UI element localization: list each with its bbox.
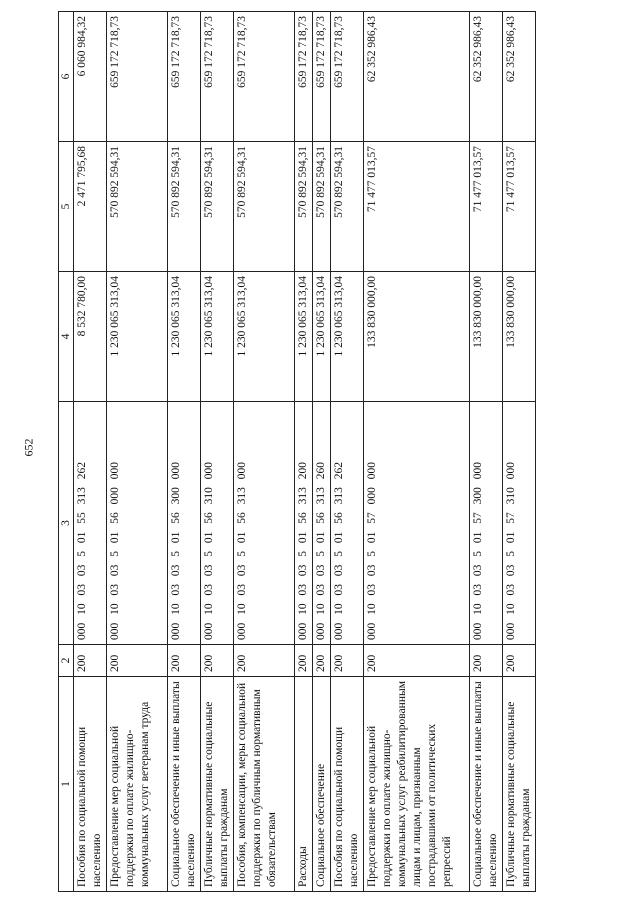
header-cell: 3 (59, 402, 74, 645)
budget-table (58, 11, 536, 892)
table-row (74, 12, 107, 892)
row-col4: 1 230 065 313,04 (331, 272, 364, 402)
row-col5: 570 892 594,31 (234, 142, 295, 272)
table-row (313, 12, 331, 892)
row-col2: 200 (364, 645, 470, 677)
row-name: Пособия по социальной помощи населению (74, 677, 107, 892)
row-col2: 200 (201, 645, 234, 677)
header-cell: 1 (59, 677, 74, 892)
page-number: 652 (21, 438, 36, 457)
table-row (201, 12, 234, 892)
row-col2: 200 (331, 645, 364, 677)
row-col5: 570 892 594,31 (331, 142, 364, 272)
rotated-table-container (58, 12, 588, 892)
table-row (470, 12, 503, 892)
row-col6: 659 172 718,73 (168, 12, 201, 142)
row-code: 000 10 03 03 5 01 57 000 000 (364, 402, 470, 645)
row-name: Пособия по социальной помощи населению (331, 677, 364, 892)
row-name: Социальное обеспечение и иные выплаты населению (470, 677, 503, 892)
header-cell: 4 (59, 272, 74, 402)
row-col4: 1 230 065 313,04 (295, 272, 313, 402)
table-row (107, 12, 168, 892)
row-code: 000 10 03 03 5 01 56 313 000 (234, 402, 295, 645)
row-col4: 133 830 000,00 (364, 272, 470, 402)
row-col2: 200 (234, 645, 295, 677)
row-col5: 570 892 594,31 (168, 142, 201, 272)
row-col2: 200 (503, 645, 536, 677)
row-col5: 570 892 594,31 (295, 142, 313, 272)
row-name: Пособия, компенсации, меры социальной поддержки по публичным нормативным обязательствам (234, 677, 295, 892)
row-col6: 62 352 986,43 (503, 12, 536, 142)
table-row (331, 12, 364, 892)
row-col2: 200 (74, 645, 107, 677)
row-name: Социальное обеспечение (313, 677, 331, 892)
table-row (168, 12, 201, 892)
row-col4: 133 830 000,00 (503, 272, 536, 402)
row-col5: 2 471 795,68 (74, 142, 107, 272)
table-row (364, 12, 470, 892)
row-code: 000 10 03 03 5 01 56 310 000 (201, 402, 234, 645)
row-col6: 659 172 718,73 (331, 12, 364, 142)
row-name: Социальное обеспечение и иные выплаты населению (168, 677, 201, 892)
row-col6: 659 172 718,73 (313, 12, 331, 142)
row-col2: 200 (295, 645, 313, 677)
row-col6: 62 352 986,43 (470, 12, 503, 142)
row-col2: 200 (313, 645, 331, 677)
table-row (503, 12, 536, 892)
row-col4: 1 230 065 313,04 (313, 272, 331, 402)
row-col6: 659 172 718,73 (201, 12, 234, 142)
row-col4: 1 230 065 313,04 (168, 272, 201, 402)
row-name: Публичные нормативные социальные выплаты гражданам (201, 677, 234, 892)
row-col6: 62 352 986,43 (364, 12, 470, 142)
row-name: Предоставление мер социальной поддержки по оплате жилищно-коммунальных услуг реабилитированным лицам и лицам, признанным пострадавшими от политических репрессий (364, 677, 470, 892)
row-col5: 71 477 013,57 (364, 142, 470, 272)
row-col6: 6 060 984,32 (74, 12, 107, 142)
row-name: Публичные нормативные социальные выплаты гражданам (503, 677, 536, 892)
row-name: Расходы (295, 677, 313, 892)
row-col5: 570 892 594,31 (107, 142, 168, 272)
row-col5: 570 892 594,31 (313, 142, 331, 272)
row-col2: 200 (107, 645, 168, 677)
row-col2: 200 (168, 645, 201, 677)
row-name: Предоставление мер социальной поддержки по оплате жилищно-коммунальных услуг ветеранам труда (107, 677, 168, 892)
row-code: 000 10 03 03 5 01 56 313 200 (295, 402, 313, 645)
row-col5: 71 477 013,57 (470, 142, 503, 272)
row-col4: 1 230 065 313,04 (201, 272, 234, 402)
row-code: 000 10 03 03 5 01 55 313 262 (74, 402, 107, 645)
header-cell: 2 (59, 645, 74, 677)
header-cell: 5 (59, 142, 74, 272)
row-code: 000 10 03 03 5 01 56 300 000 (168, 402, 201, 645)
column-number-row (59, 12, 74, 892)
row-col6: 659 172 718,73 (295, 12, 313, 142)
row-col5: 570 892 594,31 (201, 142, 234, 272)
table-row (295, 12, 313, 892)
row-col6: 659 172 718,73 (107, 12, 168, 142)
row-col4: 133 830 000,00 (470, 272, 503, 402)
row-code: 000 10 03 03 5 01 57 300 000 (470, 402, 503, 645)
table-row (234, 12, 295, 892)
row-code: 000 10 03 03 5 01 57 310 000 (503, 402, 536, 645)
row-col6: 659 172 718,73 (234, 12, 295, 142)
row-col4: 8 532 780,00 (74, 272, 107, 402)
row-col4: 1 230 065 313,04 (107, 272, 168, 402)
row-col5: 71 477 013,57 (503, 142, 536, 272)
header-cell: 6 (59, 12, 74, 142)
row-code: 000 10 03 03 5 01 56 313 260 (313, 402, 331, 645)
row-col2: 200 (470, 645, 503, 677)
row-code: 000 10 03 03 5 01 56 000 000 (107, 402, 168, 645)
row-code: 000 10 03 03 5 01 56 313 262 (331, 402, 364, 645)
row-col4: 1 230 065 313,04 (234, 272, 295, 402)
